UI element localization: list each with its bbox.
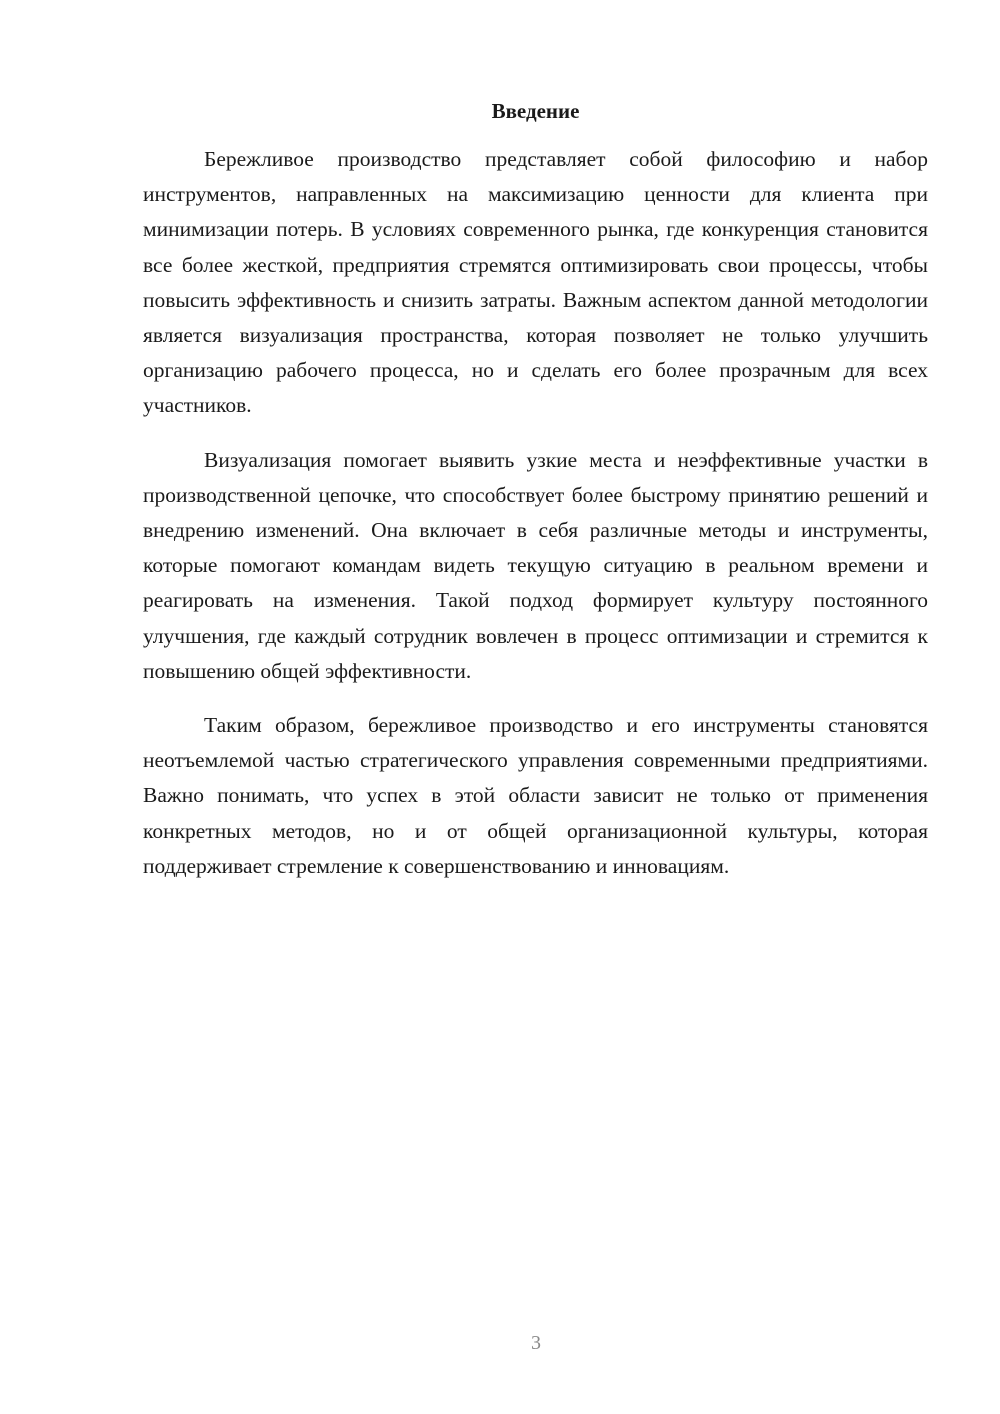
paragraph: Бережливое производство представляет собой философию и набор инструментов, направленных на максимизацию ценности для клиента при минимизации потерь. В условиях современного рынка, где конкуренция становится все более жесткой, предприятия стремятся оптимизировать свои процессы, чтобы повысить эффективность и снизить затраты. Важным аспектом данной методологии является визуализация пространства, которая позволяет не только улучшить организацию рабочего процесса, но и сделать его более прозрачным для всех участников. [143,147,928,418]
page-title: Введение [491,99,580,123]
paragraph: Визуализация помогает выявить узкие места и неэффективные участки в производственной цепочке, что способствует более быстрому принятию решений и внедрению изменений. Она включает в себя различные методы и инструменты, которые помогают командам видеть текущую ситуацию в реальном времени и реагировать на изменения. Такой подход формирует культуру постоянного улучшения, где каждый сотрудник вовлечен в процесс оптимизации и стремится к повышению общей эффективности. [143,447,928,683]
paragraph: Таким образом, бережливое производство и его инструменты становятся неотъемлемой частью стратегического управления современными предприятиями. Важно понимать, что успех в этой области зависит не только от применения конкретных методов, но и от общей организационной культуры, которая поддерживает стремление к совершенствованию и инновациям. [143,713,928,878]
document-body [143,142,928,903]
page-number: 3 [531,1332,541,1354]
